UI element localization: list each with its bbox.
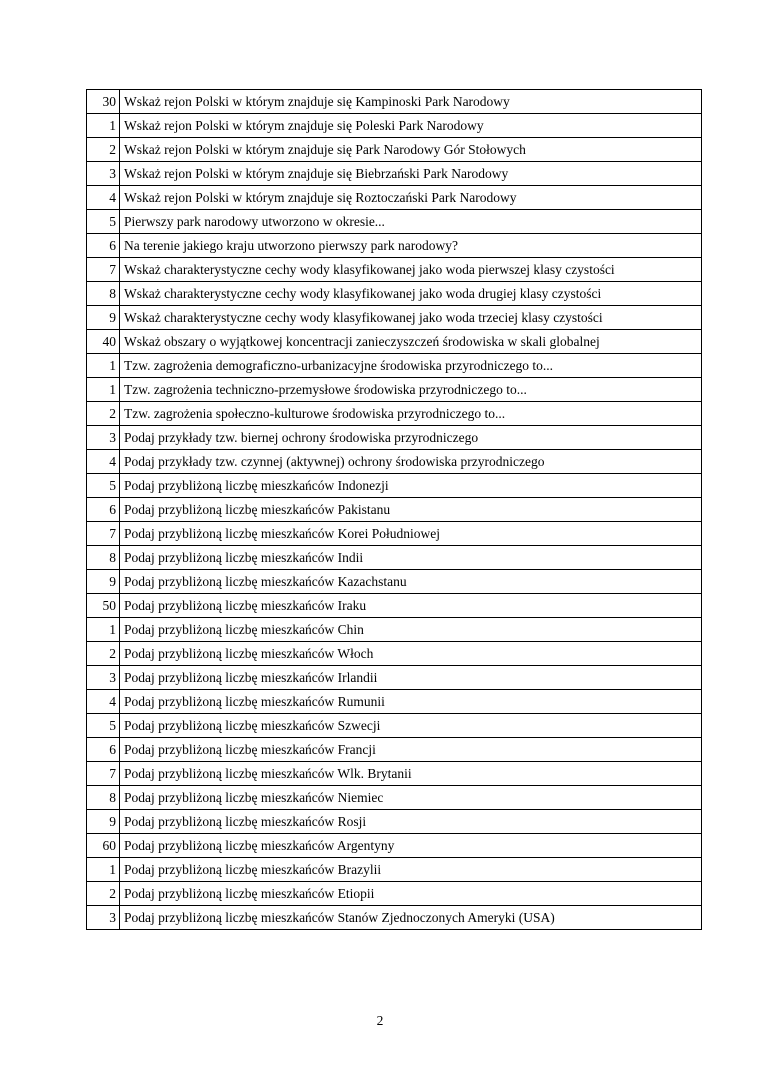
question-text: Podaj przybliżoną liczbę mieszkańców Szwecji [120, 714, 702, 738]
table-row [87, 186, 702, 210]
question-number: 1 [87, 354, 120, 378]
questions-table-body [87, 90, 702, 930]
question-number: 6 [87, 234, 120, 258]
question-text: Podaj przybliżoną liczbę mieszkańców Rosji [120, 810, 702, 834]
question-number: 4 [87, 450, 120, 474]
question-number: 5 [87, 474, 120, 498]
question-number: 3 [87, 162, 120, 186]
question-text: Podaj przykłady tzw. biernej ochrony środowiska przyrodniczego [120, 426, 702, 450]
question-number: 2 [87, 138, 120, 162]
question-number: 50 [87, 594, 120, 618]
question-number: 7 [87, 258, 120, 282]
table-row [87, 906, 702, 930]
question-number: 9 [87, 570, 120, 594]
question-text: Wskaż rejon Polski w którym znajduje się Roztoczański Park Narodowy [120, 186, 702, 210]
question-number: 8 [87, 282, 120, 306]
question-text: Podaj przykłady tzw. czynnej (aktywnej) ochrony środowiska przyrodniczego [120, 450, 702, 474]
question-text: Podaj przybliżoną liczbę mieszkańców Rumunii [120, 690, 702, 714]
table-row [87, 450, 702, 474]
question-number: 40 [87, 330, 120, 354]
question-text: Podaj przybliżoną liczbę mieszkańców Włoch [120, 642, 702, 666]
table-row [87, 306, 702, 330]
table-row [87, 810, 702, 834]
question-number: 3 [87, 426, 120, 450]
question-text: Podaj przybliżoną liczbę mieszkańców Etiopii [120, 882, 702, 906]
table-row [87, 642, 702, 666]
question-text: Tzw. zagrożenia demograficzno-urbanizacyjne środowiska przyrodniczego to... [120, 354, 702, 378]
table-row [87, 666, 702, 690]
question-text: Podaj przybliżoną liczbę mieszkańców Korei Południowej [120, 522, 702, 546]
table-row [87, 834, 702, 858]
question-number: 7 [87, 522, 120, 546]
question-text: Podaj przybliżoną liczbę mieszkańców Iraku [120, 594, 702, 618]
question-number: 7 [87, 762, 120, 786]
question-text: Wskaż rejon Polski w którym znajduje się Kampinoski Park Narodowy [120, 90, 702, 114]
question-number: 6 [87, 738, 120, 762]
question-text: Podaj przybliżoną liczbę mieszkańców Argentyny [120, 834, 702, 858]
table-row [87, 426, 702, 450]
question-number: 2 [87, 402, 120, 426]
question-number: 1 [87, 114, 120, 138]
table-row [87, 570, 702, 594]
question-text: Podaj przybliżoną liczbę mieszkańców Irlandii [120, 666, 702, 690]
question-number: 6 [87, 498, 120, 522]
table-row [87, 858, 702, 882]
question-number: 1 [87, 858, 120, 882]
table-row [87, 138, 702, 162]
table-row [87, 402, 702, 426]
table-row [87, 594, 702, 618]
questions-table [86, 89, 702, 930]
question-number: 2 [87, 882, 120, 906]
question-text: Podaj przybliżoną liczbę mieszkańców Niemiec [120, 786, 702, 810]
question-text: Tzw. zagrożenia techniczno-przemysłowe środowiska przyrodniczego to... [120, 378, 702, 402]
table-row [87, 618, 702, 642]
question-number: 3 [87, 666, 120, 690]
question-text: Tzw. zagrożenia społeczno-kulturowe środowiska przyrodniczego to... [120, 402, 702, 426]
table-row [87, 114, 702, 138]
question-number: 9 [87, 810, 120, 834]
question-number: 1 [87, 618, 120, 642]
question-text: Wskaż rejon Polski w którym znajduje się Biebrzański Park Narodowy [120, 162, 702, 186]
table-row [87, 162, 702, 186]
question-text: Podaj przybliżoną liczbę mieszkańców Francji [120, 738, 702, 762]
table-row [87, 258, 702, 282]
table-row [87, 882, 702, 906]
table-row [87, 378, 702, 402]
question-text: Podaj przybliżoną liczbę mieszkańców Kazachstanu [120, 570, 702, 594]
question-text: Pierwszy park narodowy utworzono w okresie... [120, 210, 702, 234]
table-row [87, 714, 702, 738]
table-row [87, 282, 702, 306]
question-number: 5 [87, 210, 120, 234]
question-text: Wskaż charakterystyczne cechy wody klasyfikowanej jako woda trzeciej klasy czystości [120, 306, 702, 330]
question-text: Wskaż rejon Polski w którym znajduje się Park Narodowy Gór Stołowych [120, 138, 702, 162]
question-text: Podaj przybliżoną liczbę mieszkańców Brazylii [120, 858, 702, 882]
question-number: 5 [87, 714, 120, 738]
question-number: 1 [87, 378, 120, 402]
question-number: 4 [87, 690, 120, 714]
table-row [87, 330, 702, 354]
question-text: Wskaż rejon Polski w którym znajduje się Poleski Park Narodowy [120, 114, 702, 138]
question-number: 8 [87, 546, 120, 570]
question-text: Podaj przybliżoną liczbę mieszkańców Indonezji [120, 474, 702, 498]
question-number: 4 [87, 186, 120, 210]
question-text: Podaj przybliżoną liczbę mieszkańców Wlk. Brytanii [120, 762, 702, 786]
question-number: 60 [87, 834, 120, 858]
question-text: Podaj przybliżoną liczbę mieszkańców Indii [120, 546, 702, 570]
table-row [87, 762, 702, 786]
question-text: Wskaż charakterystyczne cechy wody klasyfikowanej jako woda pierwszej klasy czystości [120, 258, 702, 282]
table-row [87, 234, 702, 258]
question-number: 9 [87, 306, 120, 330]
question-number: 8 [87, 786, 120, 810]
table-row [87, 738, 702, 762]
page-number: 2 [376, 1013, 384, 1028]
question-number: 3 [87, 906, 120, 930]
table-row [87, 474, 702, 498]
table-row [87, 786, 702, 810]
question-text: Podaj przybliżoną liczbę mieszkańców Stanów Zjednoczonych Ameryki (USA) [120, 906, 702, 930]
table-row [87, 522, 702, 546]
question-number: 30 [87, 90, 120, 114]
table-row [87, 546, 702, 570]
question-text: Na terenie jakiego kraju utworzono pierwszy park narodowy? [120, 234, 702, 258]
question-number: 2 [87, 642, 120, 666]
table-row [87, 354, 702, 378]
question-text: Wskaż charakterystyczne cechy wody klasyfikowanej jako woda drugiej klasy czystości [120, 282, 702, 306]
question-text: Wskaż obszary o wyjątkowej koncentracji zanieczyszczeń środowiska w skali globalnej [120, 330, 702, 354]
table-row [87, 690, 702, 714]
table-row [87, 90, 702, 114]
table-row [87, 498, 702, 522]
question-text: Podaj przybliżoną liczbę mieszkańców Chin [120, 618, 702, 642]
question-text: Podaj przybliżoną liczbę mieszkańców Pakistanu [120, 498, 702, 522]
table-row [87, 210, 702, 234]
